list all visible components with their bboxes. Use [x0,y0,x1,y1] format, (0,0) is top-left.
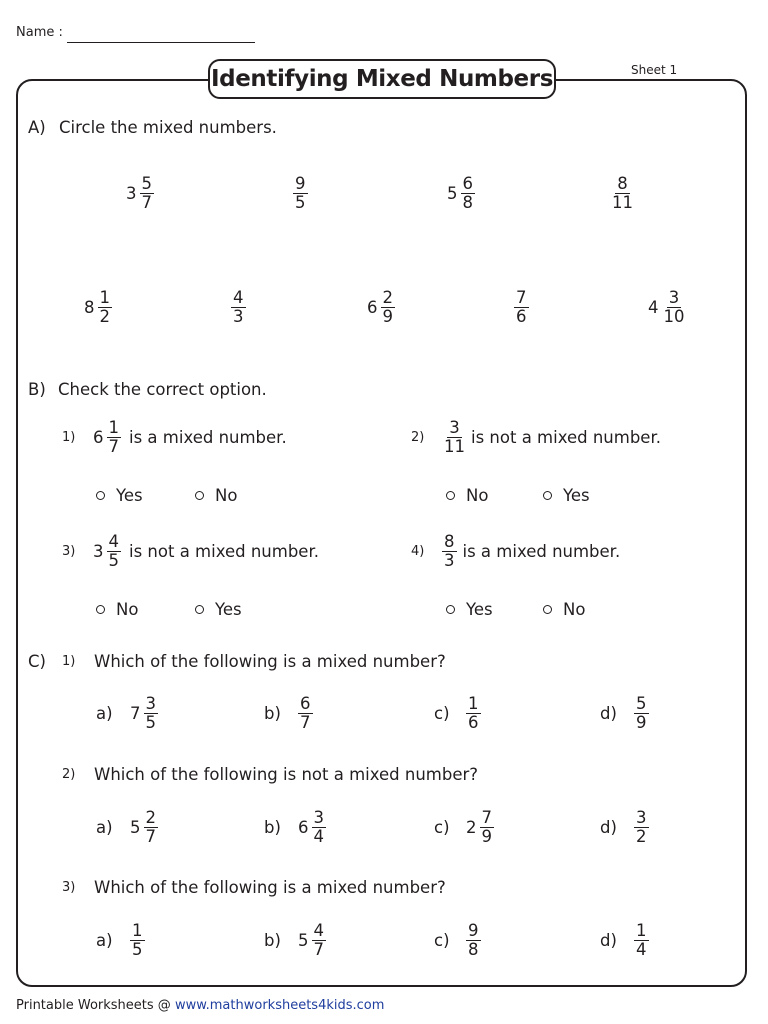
whole-part: 2 [466,818,477,837]
fraction [634,695,649,732]
denominator: 11 [612,193,633,212]
whole-part: 7 [130,704,141,723]
denominator: 7 [313,940,324,959]
number-option[interactable] [610,175,635,212]
numerator: 6 [462,174,473,193]
radio-circle-icon[interactable] [543,605,552,614]
denominator: 9 [481,827,492,846]
fraction [130,922,145,959]
numerator: 4 [313,921,324,940]
whole-part: 5 [447,184,458,203]
numerator: 1 [468,694,479,713]
radio-circle-icon[interactable] [96,491,105,500]
fraction [107,533,122,570]
numerator: 9 [295,174,306,193]
question-text: Which of the following is not a mixed number? [94,765,479,784]
radio-circle-icon[interactable] [446,605,455,614]
option-letter: a) [96,931,113,950]
choice-option[interactable] [264,695,313,732]
radio-circle-icon[interactable] [543,491,552,500]
number-option[interactable] [126,175,154,212]
radio-option[interactable] [195,486,237,506]
choice-option[interactable] [96,695,158,732]
choice-option[interactable] [600,695,649,732]
fraction [662,289,687,326]
whole-part: 5 [298,931,309,950]
denominator: 7 [145,827,156,846]
name-blank-line [67,42,255,43]
numerator: 1 [132,921,143,940]
option-letter: c) [434,818,450,837]
denominator: 4 [313,827,324,846]
denominator: 7 [141,193,152,212]
question-number: 2) [411,430,425,445]
question-number: 1) [62,430,76,445]
choice-option[interactable] [264,809,326,846]
denominator: 3 [444,551,455,570]
option-label: Yes [466,600,493,619]
question-statement [93,533,319,570]
whole-part: 3 [126,184,137,203]
footer [16,998,384,1013]
option-letter: b) [264,931,281,950]
denominator: 10 [663,307,685,326]
sheet-number: Sheet 1 [631,63,678,77]
option-letter: b) [264,704,281,723]
fraction [312,809,327,846]
statement-text: is a mixed number. [462,542,621,561]
section-b-label: B) [28,380,46,399]
option-label: Yes [215,600,242,619]
option-letter: a) [96,704,113,723]
denominator: 5 [145,713,156,732]
fraction [634,809,649,846]
denominator: 9 [636,713,647,732]
denominator: 11 [444,437,465,456]
choice-option[interactable] [434,922,481,959]
denominator: 4 [636,940,647,959]
denominator: 8 [462,193,473,212]
fraction [107,419,122,456]
fraction [610,175,635,212]
choice-option[interactable] [434,809,494,846]
whole-part: 6 [298,818,309,837]
number-option[interactable] [514,289,529,326]
radio-option[interactable] [543,486,590,506]
fraction [442,533,457,570]
number-option[interactable] [84,289,112,326]
question-number: 2) [62,767,76,782]
whole-part: 6 [93,428,104,447]
number-option[interactable] [447,175,475,212]
option-label: No [466,486,489,505]
radio-option[interactable] [96,600,138,620]
question-number: 4) [411,544,425,559]
section-a-instruction: Circle the mixed numbers. [59,118,277,137]
numerator: 8 [444,532,455,551]
denominator: 9 [382,307,393,326]
numerator: 5 [636,694,647,713]
numerator: 1 [636,921,647,940]
section-c-label: C) [28,652,46,671]
whole-part: 5 [130,818,141,837]
denominator: 6 [516,307,527,326]
choice-option[interactable] [96,809,158,846]
whole-part: 4 [648,298,659,317]
radio-circle-icon[interactable] [96,605,105,614]
question-number: 3) [62,544,76,559]
number-option[interactable] [648,289,687,326]
name-label: Name : [16,25,63,40]
statement-text: is not a mixed number. [471,428,661,447]
whole-part: 3 [93,542,104,561]
fraction [480,809,495,846]
numerator: 7 [481,808,492,827]
denominator: 2 [99,307,110,326]
radio-option[interactable] [446,486,488,506]
section-b-instruction: Check the correct option. [58,380,267,399]
numerator: 1 [99,288,110,307]
radio-option[interactable] [543,600,585,620]
fraction [466,695,481,732]
fraction [144,809,159,846]
numerator: 3 [313,808,324,827]
footer-prefix: Printable Worksheets @ [16,998,171,1013]
fraction [442,419,467,456]
option-label: No [215,486,238,505]
choice-option[interactable] [434,695,481,732]
option-letter: b) [264,818,281,837]
radio-circle-icon[interactable] [195,605,204,614]
denominator: 5 [295,193,306,212]
fraction [98,289,113,326]
option-letter: c) [434,931,450,950]
fraction [298,695,313,732]
option-label: Yes [116,486,143,505]
option-letter: d) [600,704,617,723]
option-label: No [116,600,139,619]
footer-link[interactable]: www.mathworksheets4kids.com [174,998,385,1013]
question-statement [93,419,287,456]
fraction [293,175,308,212]
denominator: 3 [233,307,244,326]
radio-option[interactable] [195,600,242,620]
fraction [144,695,159,732]
radio-option[interactable] [446,600,493,620]
numerator: 4 [108,532,119,551]
statement-text: is a mixed number. [129,428,287,447]
numerator: 2 [382,288,393,307]
numerator: 5 [141,174,152,193]
numerator: 9 [468,921,479,940]
fraction [381,289,396,326]
whole-part: 6 [367,298,378,317]
statement-text: is not a mixed number. [129,542,319,561]
whole-part: 8 [84,298,95,317]
fraction [231,289,246,326]
numerator: 3 [668,288,680,307]
numerator: 7 [516,288,527,307]
radio-option[interactable] [96,486,143,506]
option-letter: d) [600,931,617,950]
denominator: 5 [132,940,143,959]
numerator: 8 [617,174,628,193]
question-text: Which of the following is a mixed number? [94,878,446,897]
question-statement [442,533,620,570]
choice-option[interactable] [264,922,326,959]
fraction [140,175,155,212]
section-a-label: A) [28,118,46,137]
denominator: 8 [468,940,479,959]
denominator: 2 [636,827,647,846]
radio-circle-icon[interactable] [195,491,204,500]
option-label: Yes [563,486,590,505]
denominator: 7 [108,437,119,456]
fraction [461,175,476,212]
option-label: No [563,600,586,619]
denominator: 5 [108,551,119,570]
numerator: 3 [636,808,647,827]
numerator: 6 [300,694,311,713]
number-option[interactable] [293,175,308,212]
denominator: 7 [300,713,311,732]
numerator: 3 [449,418,460,437]
number-option[interactable] [231,289,246,326]
radio-circle-icon[interactable] [446,491,455,500]
question-text: Which of the following is a mixed number? [94,652,446,671]
numerator: 1 [108,418,119,437]
fraction [466,922,481,959]
fraction [312,922,327,959]
fraction [514,289,529,326]
worksheet-title: Identifying Mixed Numbers [208,59,556,99]
fraction [634,922,649,959]
numerator: 2 [145,808,156,827]
choice-option[interactable] [600,809,649,846]
question-number: 1) [62,654,76,669]
question-statement [442,419,661,456]
choice-option[interactable] [600,922,649,959]
option-letter: a) [96,818,113,837]
number-option[interactable] [367,289,395,326]
choice-option[interactable] [96,922,145,959]
denominator: 6 [468,713,479,732]
option-letter: c) [434,704,450,723]
question-number: 3) [62,880,76,895]
numerator: 3 [145,694,156,713]
numerator: 4 [233,288,244,307]
option-letter: d) [600,818,617,837]
